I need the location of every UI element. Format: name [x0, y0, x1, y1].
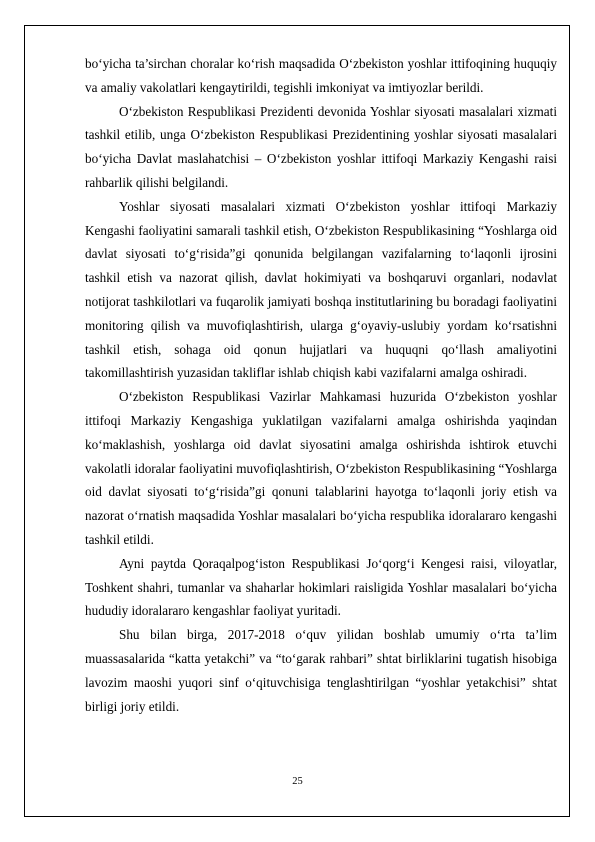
- paragraph-5: Ayni paytda Qoraqalpog‘iston Respublikasi Jo‘qorg‘i Kengesi raisi, viloyatlar, Toshkent shahri, tumanlar va shaharlar hokimlari raisligida Yoshlar masalalari bo‘yicha hududiy idoralararo kengashlar faoliyat yuritadi.: [85, 555, 557, 619]
- document-body: [85, 52, 557, 718]
- paragraph-2: O‘zbekiston Respublikasi Prezidenti devonida Yoshlar siyosati masalalari xizmati tashkil etilib, unga O‘zbekiston Respublikasi Prezidentining yoshlar siyosati masalalari bo‘yicha Davlat maslahatchisi – O‘zbekiston yoshlar ittifoqi Markaziy Kengashi raisi rahbarlik qilishi belgilandi.: [85, 103, 557, 190]
- paragraph-6: Shu bilan birga, 2017-2018 o‘quv yilidan boshlab umumiy o‘rta ta’lim muassasalarida “katta yetakchi” va “to‘garak rahbari” shtat birliklarini tugatish hisobiga lavozim maoshi yuqori sinf o‘qituvchisiga tenglashtirilgan “yoshlar yetakchisi” shtat birligi joriy etildi.: [85, 627, 557, 714]
- page-number: 25: [292, 776, 303, 787]
- paragraph-3: Yoshlar siyosati masalalari xizmati O‘zbekiston yoshlar ittifoqi Markaziy Kengashi faoliyatini samarali tashkil etish, O‘zbekiston Respublikasining “Yoshlarga oid davlat siyosati to‘g‘risida”gi qonunida belgilangan vazifalarning to‘laqonli ijrosini tashkil etish va nazorat qilish, davlat hokimiyati va boshqaruvi organlari, nodavlat notijorat tashkilotlari va fuqarolik jamiyati boshqa institutlarining bu boradagi faoliyatini monitoring qilish va muvofiqlashtirish, ularga g‘oyaviy-uslubiy yordam ko‘rsatishni tashkil etish, sohaga oid qonun hujjatlari va huquqni qo‘llash amaliyotini takomillashtirish yuzasidan takliflar ishlab chiqish kabi vazifalarni amalga oshiradi.: [85, 198, 557, 381]
- paragraph-4: O‘zbekiston Respublikasi Vazirlar Mahkamasi huzurida O‘zbekiston yoshlar ittifoqi Markaziy Kengashiga yuklatilgan vazifalarni amalga oshirishda yaqindan ko‘maklashish, yoshlarga oid davlat siyosatini amalga oshirishda ishtirok etuvchi vakolatli idoralar faoliyatini muvofiqlashtirish, O‘zbekiston Respublikasining “Yoshlarga oid davlat siyosati to‘g‘risida”gi qonuni talablarini hayotga to‘laqonli joriy etish va nazorat o‘rnatish maqsadida Yoshlar masalalari bo‘yicha respublika idoralararo kengashi tashkil etildi.: [85, 389, 557, 547]
- paragraph-1: bo‘yicha ta’sirchan choralar ko‘rish maqsadida O‘zbekiston yoshlar ittifoqining huquqiy va amaliy vakolatlari kengaytirildi, tegishli imkoniyat va imtiyozlar berildi.: [85, 56, 557, 95]
